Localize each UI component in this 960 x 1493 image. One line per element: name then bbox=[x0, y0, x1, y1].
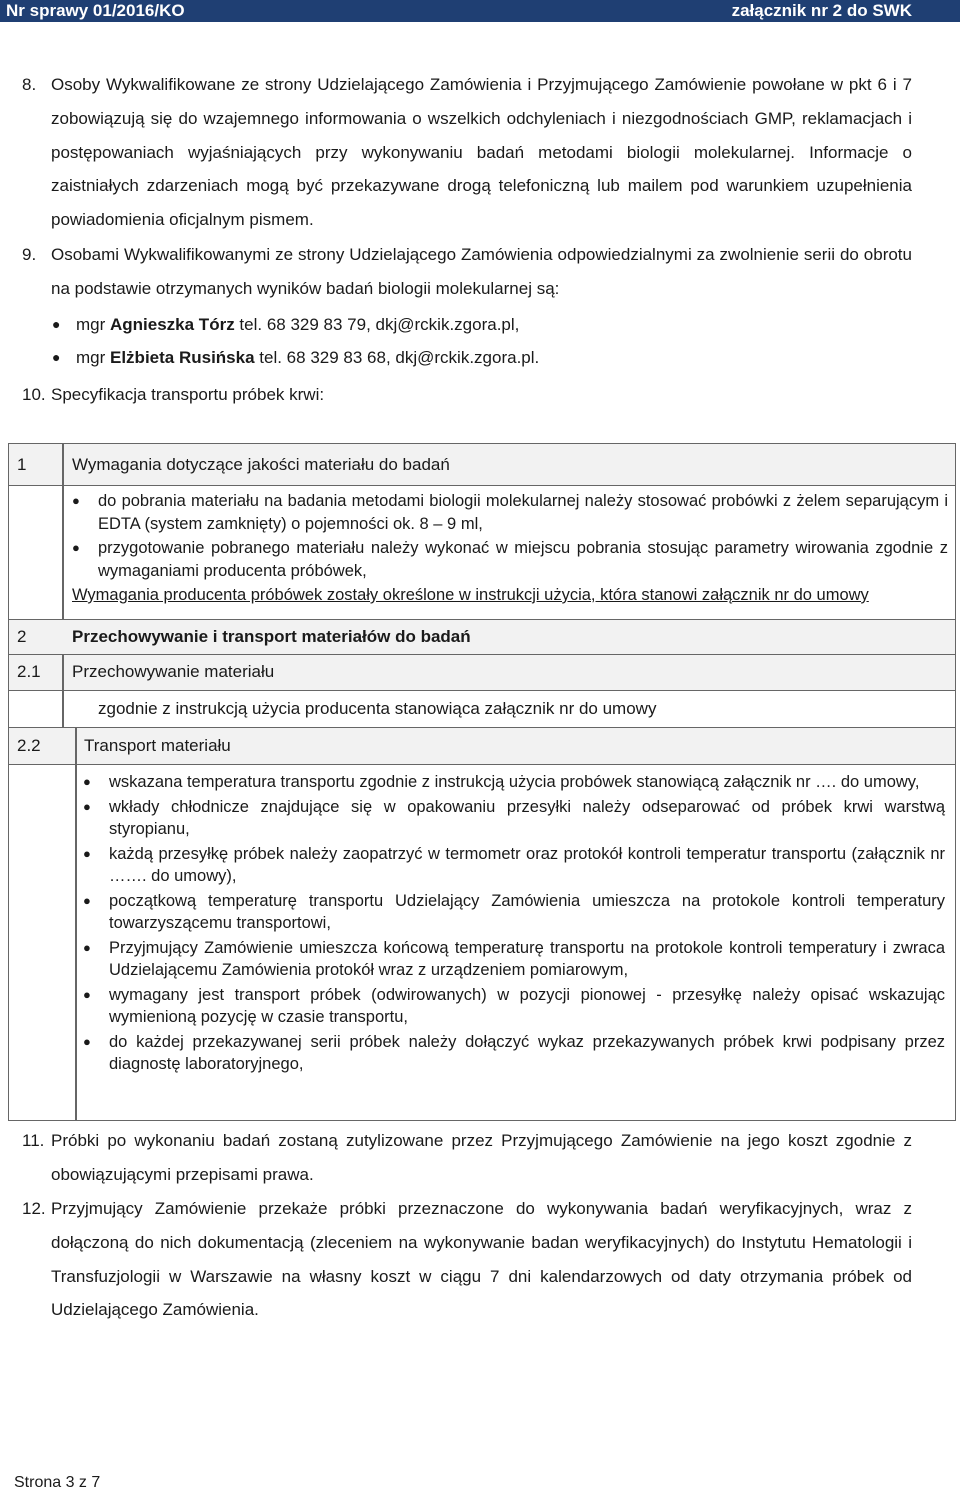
bullet-icon: ● bbox=[52, 349, 61, 365]
row-title: Transport materiału bbox=[84, 736, 231, 755]
list-item: ● mgr Agnieszka Tórz tel. 68 329 83 79, dkj@rckik.zgora.pl, bbox=[52, 308, 872, 341]
bullet-icon: ● bbox=[52, 316, 61, 332]
section-text: Specyfikacja transportu próbek krwi: bbox=[51, 385, 325, 404]
row-title: Wymagania dotyczące jakości materiału do badań bbox=[72, 455, 450, 474]
table-row-1-header bbox=[9, 443, 955, 486]
section-text: Próbki po wykonaniu badań zostaną zutylizowane przez Przyjmującego Zamówienie na jego koszt zgodnie z obowiązującymi przepisami prawa. bbox=[51, 1131, 912, 1184]
list-item: ● mgr Elżbieta Rusińska tel. 68 329 83 68, dkj@rckik.zgora.pl. bbox=[52, 341, 872, 374]
section-text: Osobami Wykwalifikowanymi ze strony Udzielającego Zamówienia odpowiedzialnymi za zwolnienie serii do obrotu na podstawie otrzymanych wyników badań biologii molekularnej są: bbox=[51, 245, 912, 298]
manufacturer-note: Wymagania producenta próbówek zostały określone w instrukcji użycia, która stanowi załącznik nr do umowy bbox=[72, 586, 869, 604]
table-row-2-2-content bbox=[9, 765, 955, 1121]
row-number: 2 bbox=[17, 627, 27, 646]
table-row-2-1-header bbox=[9, 655, 955, 691]
person-contact: tel. 68 329 83 79, dkj@rckik.zgora.pl, bbox=[234, 315, 520, 334]
row-number: 2.2 bbox=[17, 736, 41, 755]
section-number: 9. bbox=[22, 245, 37, 264]
bullet-icon: ● bbox=[72, 540, 80, 555]
person-name: Elżbieta Rusińska bbox=[110, 348, 255, 367]
row-title: Przechowywanie materiału bbox=[72, 662, 275, 681]
section-8 bbox=[22, 68, 912, 237]
row-title: Przechowywanie i transport materiałów do badań bbox=[72, 627, 471, 646]
page-number: Strona 3 z 7 bbox=[14, 1474, 101, 1491]
list-item: ● do pobrania materiału na badania metodami biologii molekularnej należy stosować probówki z żelem separującym i EDTA (system zamknięty) o pojemności ok. 8 – 9 ml, bbox=[72, 492, 948, 533]
section-text: Osoby Wykwalifikowane ze strony Udzielającego Zamówienia i Przyjmującego Zamówienie powołane w pkt 6 i 7 zobowiązują się do wzajemnego informowania o wszelkich odchyleniach i niezgodnościach GMP, reklamacjach i postępowaniach wyjaśniających przy wykonywaniu badań metodami biologii molekularnej. Informacje o zaistniałych zdarzeniach mogą być przekazywane drogą telefoniczną lub mailem pod warunkiem uzupełnienia powiadomienia oficjalnym pismem. bbox=[51, 75, 912, 230]
section-number: 12. bbox=[22, 1199, 46, 1218]
document-header bbox=[0, 0, 960, 22]
qualified-persons-list bbox=[52, 308, 872, 374]
list-item: ● wymagany jest transport próbek (odwirowanych) w pozycji pionowej - przesyłkę należy opisać wskazując wymienioną pozycję w czasie transportu, bbox=[83, 985, 945, 1026]
section-11 bbox=[22, 1124, 912, 1192]
bullet-icon: ● bbox=[83, 774, 91, 789]
section-12 bbox=[22, 1192, 912, 1327]
section-10 bbox=[22, 378, 912, 412]
quality-requirements-list bbox=[72, 490, 948, 607]
transport-specification-table bbox=[8, 443, 956, 1121]
row-number: 2.1 bbox=[17, 662, 41, 681]
section-number: 10. bbox=[22, 385, 46, 404]
bullet-icon: ● bbox=[72, 493, 80, 508]
storage-content: zgodnie z instrukcją użycia producenta stanowiąca załącznik nr do umowy bbox=[98, 699, 657, 718]
bullet-icon: ● bbox=[83, 892, 91, 908]
list-item: ● początkową temperaturę transportu Udzielający Zamówienia umieszcza na protokole kontroli temperatury towarzyszącemu transportowi, bbox=[83, 891, 945, 932]
person-name: Agnieszka Tórz bbox=[110, 315, 235, 334]
table-row-2-2-header bbox=[9, 727, 955, 765]
bullet-icon: ● bbox=[83, 1033, 91, 1049]
list-item: ● przygotowanie pobranego materiału należy wykonać w miejscu pobrania stosując parametry wirowania zgodnie z wymaganiami producenta próbówek, bbox=[72, 539, 948, 580]
bullet-icon: ● bbox=[83, 986, 91, 1002]
attachment-label: załącznik nr 2 do SWK bbox=[731, 1, 912, 20]
bullet-icon: ● bbox=[83, 845, 91, 861]
list-item: ● każdą przesyłkę próbek należy zaopatrzyć w termometr oraz protokół kontroli temperatur transportu (załącznik nr ……. do umowy), bbox=[83, 844, 945, 885]
list-item: ● do każdej przekazywanej serii próbek należy dołączyć wykaz przekazywanych próbek krwi podpisany przez diagnostę laboratoryjnego, bbox=[83, 1032, 945, 1073]
person-contact: tel. 68 329 83 68, dkj@rckik.zgora.pl. bbox=[254, 348, 540, 367]
list-item: ● Przyjmujący Zamówienie umieszcza końcową temperaturę transportu na protokole kontroli temperatury i zwraca Udzielającemu Zamówienia protokół wraz z urządzeniem pomiarowym, bbox=[83, 938, 945, 979]
section-9 bbox=[22, 238, 912, 306]
list-item: ● wkłady chłodnicze znajdujące się w opakowaniu przesyłki należy odseparować od próbek krwi warstwą styropianu, bbox=[83, 797, 945, 838]
table-row-2 bbox=[9, 619, 955, 655]
row-number: 1 bbox=[17, 455, 27, 474]
bullet-icon: ● bbox=[83, 798, 91, 814]
section-number: 8. bbox=[22, 75, 37, 94]
section-text: Przyjmujący Zamówienie przekaże próbki przeznaczone do wykonywania badań weryfikacyjnych, wraz z dołączoną do nich dokumentacją (zleceniem na wykonywanie badan weryfikacyjnych) do Instytutu Hematologii i Transfuzjologii w Warszawie na własny koszt w ciągu 7 dni kalendarzowych od daty otrzymania próbek od Udzielającego Zamówienia. bbox=[51, 1199, 912, 1320]
bullet-icon: ● bbox=[83, 939, 91, 955]
table-row-2-1-content bbox=[9, 691, 955, 727]
transport-requirements-list bbox=[83, 771, 945, 1078]
case-number: Nr sprawy 01/2016/KO bbox=[6, 1, 185, 20]
list-item: ● wskazana temperatura transportu zgodnie z instrukcją użycia probówek stanowiącą załącznik nr …. do umowy, bbox=[83, 771, 945, 794]
section-number: 11. bbox=[22, 1131, 45, 1150]
